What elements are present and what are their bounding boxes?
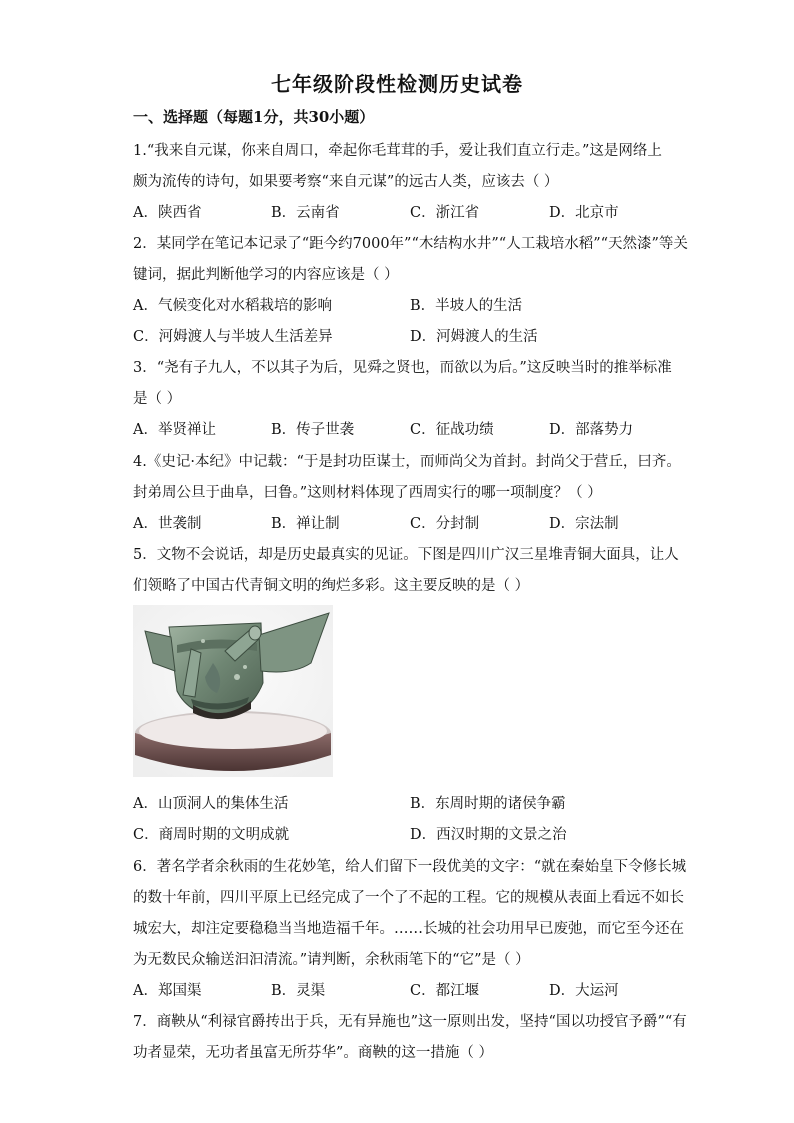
option-a: A．举贤禅让 bbox=[133, 422, 216, 438]
option-b: B．禅让制 bbox=[271, 516, 340, 532]
question-text: 4.《史记·本纪》中记载：“于是封功臣谋士，而师尚父为首封。封尚父于营丘，曰齐。 bbox=[133, 454, 681, 470]
question-text: 是（ ） bbox=[133, 391, 182, 407]
option-b: B．传子世袭 bbox=[271, 422, 355, 438]
question-text: 6．著名学者余秋雨的生花妙笔，给人们留下一段优美的文字：“就在秦始皇下令修长城 bbox=[133, 859, 687, 875]
question-text: 功者显荣，无功者虽富无所芬华”。商鞅的这一措施（ ） bbox=[133, 1045, 494, 1061]
question-text: 们领略了中国古代青铜文明的绚烂多彩。这主要反映的是（ ） bbox=[133, 578, 530, 594]
option-c: C．征战功绩 bbox=[410, 422, 494, 438]
option-d: D．大运河 bbox=[549, 983, 619, 999]
bronze-mask-image bbox=[133, 605, 333, 777]
option-d: D．部落势力 bbox=[549, 422, 634, 438]
option-a: A．郑国渠 bbox=[133, 983, 202, 999]
bronze-mask-figure bbox=[133, 605, 333, 777]
question-text: 颇为流传的诗句，如果要考察“来自元谋”的远古人类，应该去（ ） bbox=[133, 174, 559, 190]
option-a: A．世袭制 bbox=[133, 516, 202, 532]
section-heading: 一、选择题（每题1分，共30小题） bbox=[133, 108, 375, 126]
option-b: B．云南省 bbox=[271, 205, 340, 221]
option-c: C．分封制 bbox=[410, 516, 480, 532]
option-c: C．浙江省 bbox=[410, 205, 480, 221]
option-c: C．商周时期的文明成就 bbox=[133, 827, 290, 843]
question-text: 城宏大，却注定要稳稳当当地造福千年。……长城的社会功用早已废弛，而它至今还在 bbox=[133, 921, 684, 937]
page-title: 七年级阶段性检测历史试卷 bbox=[271, 72, 523, 96]
question-text: 的数十年前，四川平原上已经完成了一个了不起的工程。它的规模从表面上看远不如长 bbox=[133, 890, 684, 906]
option-a: A．山顶洞人的集体生活 bbox=[133, 796, 289, 812]
question-text: 键词，据此判断他学习的内容应该是（ ） bbox=[133, 267, 399, 283]
option-b: B．灵渠 bbox=[271, 983, 326, 999]
question-text: 3．“尧有子九人，不以其子为后，见舜之贤也，而欲以为后。”这反映当时的推举标准 bbox=[133, 360, 672, 376]
option-d: D．西汉时期的文景之治 bbox=[410, 827, 567, 843]
option-b: B．半坡人的生活 bbox=[410, 298, 523, 314]
option-d: D．北京市 bbox=[549, 205, 619, 221]
question-text: 1.“我来自元谋，你来自周口，牵起你毛茸茸的手，爱让我们直立行走。”这是网络上 bbox=[133, 143, 662, 159]
option-c: C．河姆渡人与半坡人生活差异 bbox=[133, 329, 333, 345]
question-text: 7．商鞅从“利禄官爵抟出于兵，无有异施也”这一原则出发，坚持“国以功授官予爵”“有 bbox=[133, 1014, 687, 1030]
question-text: 封弟周公旦于曲阜，曰鲁。”这则材料体现了西周实行的哪一项制度？（ ） bbox=[133, 485, 602, 501]
option-c: C．都江堰 bbox=[410, 983, 480, 999]
option-a: A．陕西省 bbox=[133, 205, 202, 221]
option-d: D．河姆渡人的生活 bbox=[410, 329, 538, 345]
option-a: A．气候变化对水稻栽培的影响 bbox=[133, 298, 332, 314]
option-b: B．东周时期的诸侯争霸 bbox=[410, 796, 566, 812]
option-d: D．宗法制 bbox=[549, 516, 619, 532]
question-text: 为无数民众输送汩汩清流。”请判断，余秋雨笔下的“它”是（ ） bbox=[133, 952, 530, 968]
question-text: 2．某同学在笔记本记录了“距今约7000年”“木结构水井”“人工栽培水稻”“天然漆”等关 bbox=[133, 236, 688, 252]
question-text: 5．文物不会说话，却是历史最真实的见证。下图是四川广汉三星堆青铜大面具，让人 bbox=[133, 547, 679, 563]
